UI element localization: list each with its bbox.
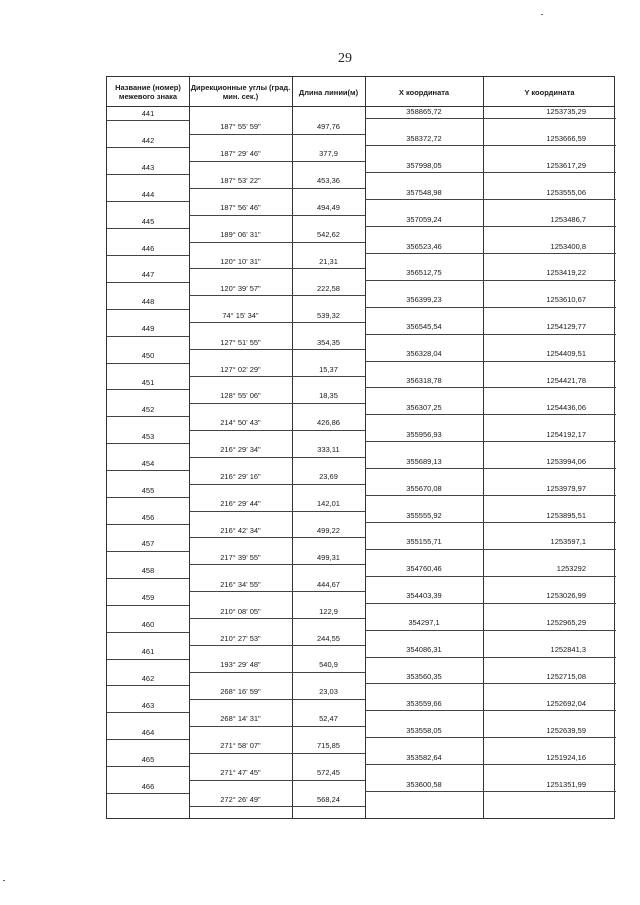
row-rule [365,737,616,738]
y-coordinate: 1253979,97 [546,483,586,493]
row-rule [365,145,616,146]
row-rule [365,522,616,523]
x-coordinate: 353582,64 [406,752,442,762]
point-name: 460 [141,620,155,630]
table-row [107,470,614,483]
row-rule [189,537,365,538]
point-name: 465 [141,754,155,764]
table-row [107,255,614,268]
table-row [107,632,614,645]
table-row [107,793,614,806]
row-rule [189,322,365,323]
row-rule [365,280,616,281]
direction-angle: 217° 39' 55" [220,552,261,562]
point-name: 455 [141,485,155,495]
direction-angle: 128° 55' 06" [220,391,261,401]
line-length: 426,86 [317,418,340,428]
y-coordinate: 1252715,08 [546,671,586,681]
direction-angle: 272° 26' 49" [220,794,261,804]
row-rule [189,188,365,189]
x-coordinate: 355155,71 [406,537,442,547]
y-coordinate: 1253292 [556,564,586,574]
x-coordinate: 356523,46 [406,241,442,251]
x-coordinate: 353600,58 [406,779,442,789]
y-coordinate: 1253895,51 [546,510,586,520]
point-name: 463 [141,700,155,710]
point-name: 462 [141,673,155,683]
x-coordinate: 356307,25 [406,402,442,412]
table-row [107,658,614,671]
row-rule [365,172,616,173]
row-rule [189,645,365,646]
point-name: 451 [141,378,155,387]
line-length: 21,31 [319,256,338,266]
row-rule [365,630,616,631]
direction-angle: 127° 51' 55" [220,337,261,347]
y-coordinate: 1253555,06 [546,187,586,197]
y-coordinate: 1254436,06 [546,402,586,412]
x-coordinate: 354403,39 [406,591,442,601]
x-coordinate: 354760,46 [406,564,442,574]
row-rule [189,430,365,431]
row-rule [365,549,616,550]
y-coordinate: 1253400,8 [550,241,586,251]
table-row [107,416,614,429]
table-row [107,120,614,133]
row-rule [189,672,365,673]
point-name: 446 [141,243,155,253]
line-length: 222,58 [317,283,340,293]
line-length: 540,9 [319,660,338,670]
line-length: 244,55 [317,633,340,643]
line-length: 568,24 [317,794,340,804]
row-rule [365,199,616,200]
table-row [107,201,614,214]
direction-angle: 120° 39' 57" [220,283,261,293]
x-coordinate: 353560,35 [406,671,442,681]
point-name: 442 [141,135,155,145]
direction-angle: 120° 10' 31" [220,256,261,266]
point-name: 450 [141,351,155,361]
row-rule [189,511,365,512]
row-rule [365,226,616,227]
row-rule [189,726,365,727]
y-coordinate: 1253666,59 [546,133,586,143]
x-coordinate: 357548,98 [406,187,442,197]
row-rule [365,253,616,254]
coordinates-table [106,76,615,819]
row-rule [365,683,616,684]
y-coordinate: 1253610,67 [546,295,586,305]
y-coordinate: 1253617,29 [546,160,586,170]
direction-angle: 268° 16' 59" [220,687,261,697]
line-length: 444,67 [317,579,340,589]
header-name: Название (номер) межевого знака [115,83,181,101]
row-rule [365,414,616,415]
row-rule [189,376,365,377]
direction-angle: 268° 14' 31" [220,714,261,724]
row-rule [189,161,365,162]
direction-angle: 216° 29' 44" [220,499,261,508]
row-rule [365,361,616,362]
direction-angle: 216° 42' 34" [220,525,261,535]
table-row [107,685,614,698]
x-coordinate: 355555,92 [406,510,442,520]
table-header [107,77,614,107]
row-rule [189,457,365,458]
y-coordinate: 1252692,04 [546,698,586,708]
scan-speck [541,14,543,15]
table-row [107,389,614,402]
direction-angle: 193° 29' 48" [220,660,261,670]
y-coordinate: 1253486,7 [550,214,586,224]
y-coordinate: 1253026,99 [546,591,586,601]
row-rule [189,780,365,781]
point-name: 457 [141,539,155,549]
y-coordinate: 1253735,29 [546,107,586,116]
row-rule [189,134,365,135]
point-name: 448 [141,297,155,307]
direction-angle: 216° 34' 55" [220,579,261,589]
line-length: 539,32 [317,310,340,320]
table-row [107,282,614,295]
header-x: X координата [398,87,450,97]
x-coordinate: 354297,1 [408,618,440,628]
direction-angle: 271° 58' 07" [220,741,261,751]
line-length: 23,03 [319,687,338,697]
y-coordinate: 1253597,1 [550,537,586,547]
direction-angle: 216° 29' 16" [220,472,261,482]
point-name: 444 [141,189,155,199]
x-coordinate: 353558,05 [406,725,442,735]
point-name: 466 [141,781,155,791]
row-rule [365,576,616,577]
row-rule [189,806,365,807]
direction-angle: 271° 47' 45" [220,768,261,777]
direction-angle: 216° 29' 34" [220,445,261,455]
point-name: 449 [141,324,155,334]
x-coordinate: 357059,24 [406,214,442,224]
y-coordinate: 1254409,51 [546,349,586,359]
x-coordinate: 355670,08 [406,483,442,493]
direction-angle: 214° 50' 43" [220,418,261,428]
row-rule [365,495,616,496]
point-name: 454 [141,458,155,468]
table-row [107,712,614,725]
line-length: 354,35 [317,337,340,347]
direction-angle: 74° 15' 34" [222,310,259,320]
direction-angle: 189° 06' 31" [220,230,261,239]
row-rule [365,334,616,335]
row-rule [365,791,616,792]
point-name: 441 [141,109,155,118]
row-rule [189,591,365,592]
line-length: 497,76 [317,122,340,132]
row-rule [365,441,616,442]
line-length: 18,35 [319,391,338,401]
point-name: 445 [141,216,155,226]
line-length: 23,69 [319,472,338,482]
row-rule [189,403,365,404]
row-rule [189,699,365,700]
direction-angle: 210° 08' 05" [220,606,261,616]
table-row [107,497,614,510]
table-row [107,363,614,376]
x-coordinate: 355689,13 [406,456,442,466]
header-length: Длина линии(м) [298,87,359,97]
direction-angle: 210° 27' 53" [220,633,261,643]
y-coordinate: 1252841,3 [550,645,586,654]
row-rule [189,564,365,565]
row-rule [189,215,365,216]
row-rule [189,618,365,619]
row-rule [365,307,616,308]
line-length: 542,62 [317,230,340,239]
line-length: 333,11 [317,445,340,455]
table-row [107,524,614,537]
line-length: 499,22 [317,525,340,535]
direction-angle: 187° 56' 46" [220,203,261,213]
row-rule [189,484,365,485]
line-length: 499,31 [317,552,340,562]
table-row [107,578,614,591]
table-row [107,739,614,752]
point-name: 459 [141,593,155,603]
row-rule [365,764,616,765]
header-y: Y координата [524,87,575,97]
row-rule [189,349,365,350]
direction-angle: 187° 53' 22" [220,176,261,186]
table-row [107,174,614,187]
x-coordinate: 356328,04 [406,349,442,359]
row-rule [365,118,616,119]
table-row [107,551,614,564]
point-name: 456 [141,512,155,522]
table-row [107,309,614,322]
row-rule [189,242,365,243]
table-row [107,336,614,349]
y-coordinate: 1252965,29 [546,618,586,628]
point-name: 447 [141,270,155,280]
point-name: 464 [141,727,155,737]
y-coordinate: 1254129,77 [546,322,586,332]
table-row [107,766,614,779]
row-rule [189,268,365,269]
x-coordinate: 358372,72 [406,133,442,143]
row-rule [189,295,365,296]
direction-angle: 187° 55' 59" [220,122,261,132]
scan-speck [3,880,5,881]
line-length: 377,9 [319,149,338,159]
y-coordinate: 1251351,99 [546,779,586,789]
line-length: 122,9 [319,606,338,616]
x-coordinate: 356545,54 [406,322,442,332]
point-name: 458 [141,566,155,576]
x-coordinate: 356512,75 [406,268,442,278]
line-length: 142,01 [317,499,340,508]
y-coordinate: 1253994,06 [546,456,586,466]
table-row [107,228,614,241]
line-length: 15,37 [319,364,338,374]
x-coordinate: 356399,23 [406,295,442,305]
line-length: 52,47 [319,714,338,724]
row-rule [365,387,616,388]
table-row [107,443,614,456]
header-angle: Дирекционные углы (град. мин. сек.) [190,83,291,101]
x-coordinate: 357998,05 [406,160,442,170]
line-length: 494,49 [317,203,340,213]
direction-angle: 187° 29' 46" [220,149,261,159]
x-coordinate: 358865,72 [406,107,442,116]
direction-angle: 127° 02' 29" [220,364,261,374]
y-coordinate: 1254192,17 [546,429,586,439]
x-coordinate: 355956,93 [406,429,442,439]
x-coordinate: 353559,66 [406,698,442,708]
line-length: 715,85 [317,741,340,751]
y-coordinate: 1253419,22 [546,268,586,278]
y-coordinate: 1252639,59 [546,725,586,735]
row-rule [365,657,616,658]
x-coordinate: 356318,78 [406,376,442,385]
point-name: 461 [141,647,155,656]
y-coordinate: 1254421,78 [546,376,586,385]
table-row [107,147,614,160]
line-length: 572,45 [317,768,340,777]
y-coordinate: 1251924,16 [546,752,586,762]
row-rule [189,753,365,754]
line-length: 453,36 [317,176,340,186]
row-rule [365,710,616,711]
row-rule [365,468,616,469]
point-name: 452 [141,404,155,414]
x-coordinate: 354086,31 [406,645,442,654]
point-name: 453 [141,431,155,441]
page-number: 29 [338,51,352,66]
table-body [107,107,614,818]
row-rule [365,603,616,604]
table-row [107,605,614,618]
point-name: 443 [141,162,155,172]
